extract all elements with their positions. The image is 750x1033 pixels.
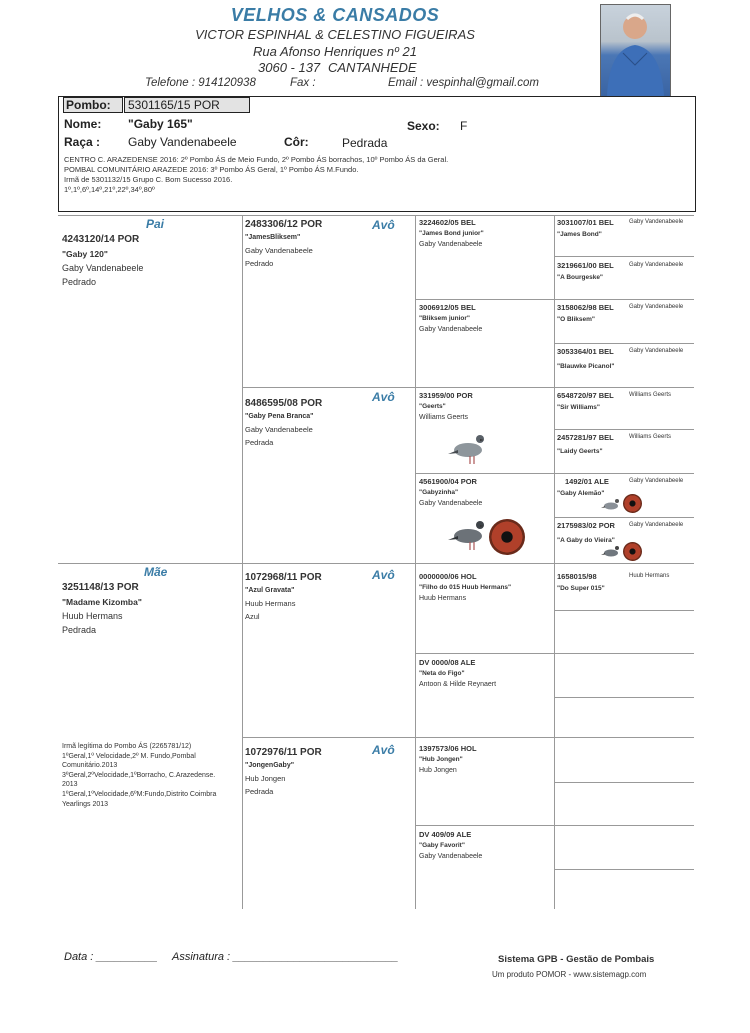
bird-color: Azul — [245, 612, 260, 621]
bird-name: "James Bond" — [557, 231, 602, 238]
breeder: Huub Hermans — [245, 599, 296, 608]
breeder: Williams Geerts — [419, 414, 469, 421]
dam-entry — [62, 581, 142, 637]
gggp-entry — [557, 217, 692, 240]
signature-field[interactable]: Assinatura : ___________________________ — [172, 951, 399, 963]
ring-number: 6548720/97 BEL — [557, 391, 614, 400]
bird-name: "Filho do 015 Huub Hermans" — [419, 584, 512, 591]
grid-line — [415, 215, 416, 909]
bird-color: Pedrada — [62, 625, 97, 635]
grid-line — [554, 869, 694, 870]
gggp-entry — [557, 346, 692, 372]
mae-label: Mãe — [144, 565, 168, 579]
gggp-entry — [557, 390, 692, 413]
pigeon-photo-icon — [600, 540, 622, 562]
grid-line — [58, 563, 694, 564]
bird-name: "Blauwke Picanol" — [557, 363, 615, 370]
loft-title: VELHOS & CANSADOS — [230, 5, 440, 25]
bird-color: Pedrado — [245, 259, 274, 268]
grid-line — [415, 299, 694, 300]
pigeon-photo-icon — [446, 424, 490, 468]
note-line: Comunitário.2013 — [62, 762, 118, 770]
grandparent-entry — [245, 571, 322, 623]
bird-name: "Sir Williams" — [557, 404, 600, 411]
result-line: Irmã de 5301132/15 Grupo C. Bom Sucesso 2016. — [64, 175, 233, 184]
breeder: Antoon & Hilde Reynaert — [419, 681, 497, 688]
note-line: Irmã legítima do Pombo ÁS (2265781/12) — [62, 743, 192, 750]
bird-name: "Azul Gravata" — [245, 587, 295, 594]
grid-line — [242, 387, 694, 388]
great-grandparent-entry — [419, 657, 496, 690]
ring-number: DV 409/09 ALE — [419, 830, 472, 839]
bird-name: "Gaby Favorit" — [419, 842, 465, 849]
cor-label: Côr: — [284, 135, 309, 149]
gggp-entry — [557, 571, 692, 594]
bird-name: "Laidy Geerts" — [557, 448, 603, 455]
grid-line — [415, 825, 694, 826]
bird-color: Pedrada — [245, 438, 274, 447]
note-line: 1ºGeral,1ºVelocidade,6ºM:Fundo,Distrito Coimbra — [62, 790, 217, 798]
postal-code: 3060 - 137 — [258, 60, 321, 75]
breeder: Huub Hermans — [62, 611, 123, 621]
breeder: Gaby Vandenabeele — [419, 241, 483, 248]
avo-label: Avô — [372, 390, 395, 404]
ring-number: 4561900/04 POR — [419, 477, 477, 486]
date-field[interactable]: Data : __________ — [64, 951, 158, 963]
pigeon-color: Pedrada — [342, 136, 388, 150]
bird-name: "A Gaby do Vieira" — [557, 537, 615, 544]
dam-notes — [62, 742, 216, 809]
sexo-label: Sexo: — [407, 119, 440, 133]
grid-line — [554, 429, 694, 430]
owners: VICTOR ESPINHAL & CELESTINO FIGUEIRAS — [195, 27, 475, 42]
great-grandparent-entry — [419, 476, 482, 509]
great-grandparent-entry — [419, 390, 473, 423]
grid-line — [242, 215, 243, 909]
breeder: Gaby Vandenabeele — [629, 348, 684, 354]
ring-number: 2175983/02 POR — [557, 521, 615, 530]
bird-name: "Gaby Pena Branca" — [245, 413, 314, 420]
pigeon-race: Gaby Vandenabeele — [128, 135, 237, 149]
pigeon-name: "Gaby 165" — [128, 117, 193, 131]
bird-name: "O Bliksem" — [557, 316, 595, 323]
ring-number: 3158062/98 BEL — [557, 303, 614, 312]
bird-name: "Gaby 120" — [62, 249, 108, 259]
eye-photo-icon — [623, 542, 642, 561]
ring-number: 1492/01 ALE — [565, 477, 609, 486]
fax: Fax : — [290, 77, 316, 89]
pigeon-photo-icon — [446, 510, 490, 554]
grandparent-entry — [245, 397, 322, 449]
note-line: 3ºGeral,2ºVelocidade,1ºBorracho, C.Arazedense. — [62, 771, 216, 779]
bird-name: "Neta do Figo" — [419, 670, 465, 677]
ring-number: 2483306/12 POR — [245, 219, 323, 230]
grid-line — [415, 473, 694, 474]
avo-label: Avô — [372, 568, 395, 582]
ring-number: 3219661/00 BEL — [557, 261, 614, 270]
great-grandparent-entry — [419, 743, 477, 776]
gggp-entry — [557, 476, 692, 499]
great-grandparent-entry — [419, 217, 484, 250]
bird-name: "Gaby Alemão" — [557, 490, 605, 497]
result-line: CENTRO C. ARAZEDENSE 2016: 2º Pombo ÁS de Meio Fundo, 2º Pombo ÁS borrachos, 10º Pombo ÁS da Geral. — [64, 155, 449, 164]
breeder: Gaby Vandenabeele — [629, 522, 684, 528]
breeder: Williams Geerts — [629, 434, 672, 440]
breeder: Williams Geerts — [629, 392, 672, 398]
great-grandparent-entry — [419, 302, 482, 335]
phone: Telefone : 914120938 — [145, 77, 256, 89]
grandparent-entry — [245, 746, 322, 798]
breeder: Hub Jongen — [419, 767, 457, 774]
owner-silhouette-icon — [601, 5, 670, 96]
result-line: 1º,1º,6º,14º,21º,22º,34º,80º — [64, 185, 155, 194]
nome-label: Nome: — [64, 117, 102, 131]
breeder: Gaby Vandenabeele — [245, 246, 313, 255]
grandparent-entry — [245, 218, 322, 270]
great-grandparent-entry — [419, 829, 482, 862]
grid-line — [415, 653, 694, 654]
breeder: Huub Hermans — [419, 595, 467, 602]
grid-line — [554, 215, 555, 909]
city: CANTANHEDE — [328, 60, 417, 75]
avo-label: Avô — [372, 218, 395, 232]
bird-name: "James Bond junior" — [419, 230, 484, 237]
pombo-label: Pombo: — [63, 97, 123, 113]
bird-name: "A Bourgeske" — [557, 274, 604, 281]
bird-name: "Geerts" — [419, 403, 446, 410]
grid-line — [58, 215, 694, 216]
ring-number: 3251148/13 POR — [62, 582, 139, 593]
pigeon-photo-icon — [600, 493, 622, 515]
bird-name: "Hub Jongen" — [419, 756, 463, 763]
ring-number: 3006912/05 BEL — [419, 303, 476, 312]
bird-color: Pedrada — [245, 787, 274, 796]
breeder: Gaby Vandenabeele — [629, 262, 684, 268]
grid-line — [554, 610, 694, 611]
note-line: Yearlings 2013 — [62, 800, 109, 808]
ring-number: 2457281/97 BEL — [557, 433, 614, 442]
ring-number: 0000000/06 HOL — [419, 572, 477, 581]
software-name: Sistema GPB - Gestão de Pombais — [498, 954, 655, 965]
breeder: Gaby Vandenabeele — [245, 425, 313, 434]
email: Email : vespinhal@gmail.com — [388, 77, 540, 89]
eye-photo-icon — [623, 494, 642, 513]
ring-number: 3053364/01 BEL — [557, 347, 614, 356]
note-line: 2013 — [62, 781, 78, 789]
bird-name: "JongenGaby" — [245, 762, 295, 769]
ring-number: 1072976/11 POR — [245, 747, 322, 758]
pigeon-sex: F — [460, 119, 468, 133]
ring-number: 4243120/14 POR — [62, 234, 140, 245]
ring-number: 1072968/11 POR — [245, 572, 322, 583]
results-block — [64, 155, 448, 195]
bird-name: "Bliksem junior" — [419, 315, 470, 322]
breeder: Gaby Vandenabeele — [629, 478, 684, 484]
ring-number: DV 0000/08 ALE — [419, 658, 476, 667]
great-grandparent-entry — [419, 571, 511, 604]
breeder: Gaby Vandenabeele — [419, 853, 483, 860]
result-line: POMBAL COMUNITÁRIO ARAZEDE 2016: 3º Pombo ÁS Geral, 1º Pombo ÁS M.Fundo. — [64, 165, 359, 174]
grid-line — [554, 256, 694, 257]
bird-name: "JamesBliksem" — [245, 234, 301, 241]
breeder: Gaby Vandenabeele — [62, 263, 144, 273]
breeder: Gaby Vandenabeele — [419, 326, 483, 333]
breeder: Gaby Vandenabeele — [419, 500, 483, 507]
software-product: Um produto POMOR - www.sistemagp.com — [492, 970, 647, 979]
grid-line — [554, 697, 694, 698]
breeder: Gaby Vandenabeele — [629, 219, 684, 225]
breeder: Huub Hermans — [629, 573, 670, 579]
owner-photo — [600, 4, 671, 97]
grid-line — [242, 737, 694, 738]
raca-label: Raça : — [64, 135, 101, 149]
gggp-entry — [557, 432, 692, 457]
ring-number: 1397573/06 HOL — [419, 744, 477, 753]
grid-line — [554, 517, 694, 518]
bird-color: Pedrado — [62, 277, 97, 287]
avo-label: Avô — [372, 743, 395, 757]
gggp-entry — [557, 520, 692, 546]
note-line: 1ºGeral,1º Velocidade,2º M. Fundo,Pombal — [62, 752, 196, 760]
bird-name: "Gabyzinha" — [419, 489, 459, 496]
bird-name: "Madame Kizomba" — [62, 597, 142, 607]
eye-photo-icon — [489, 519, 525, 555]
ring-number: 8486595/08 POR — [245, 398, 323, 409]
ring-number: 331959/00 POR — [419, 391, 473, 400]
pai-label: Pai — [146, 217, 165, 231]
ring-number: 3224602/05 BEL — [419, 218, 476, 227]
ring-number: 1658015/98 — [557, 572, 597, 581]
grid-line — [554, 782, 694, 783]
gggp-entry — [557, 260, 692, 283]
bird-name: "Do Super 015" — [557, 585, 605, 592]
street: Rua Afonso Henriques nº 21 — [253, 44, 417, 59]
sire-entry — [62, 233, 143, 289]
pigeon-ring: 5301165/15 POR — [124, 97, 250, 113]
ring-number: 3031007/01 BEL — [557, 218, 614, 227]
gggp-entry — [557, 302, 692, 325]
breeder: Hub Jongen — [245, 774, 286, 783]
breeder: Gaby Vandenabeele — [629, 304, 684, 310]
grid-line — [554, 343, 694, 344]
